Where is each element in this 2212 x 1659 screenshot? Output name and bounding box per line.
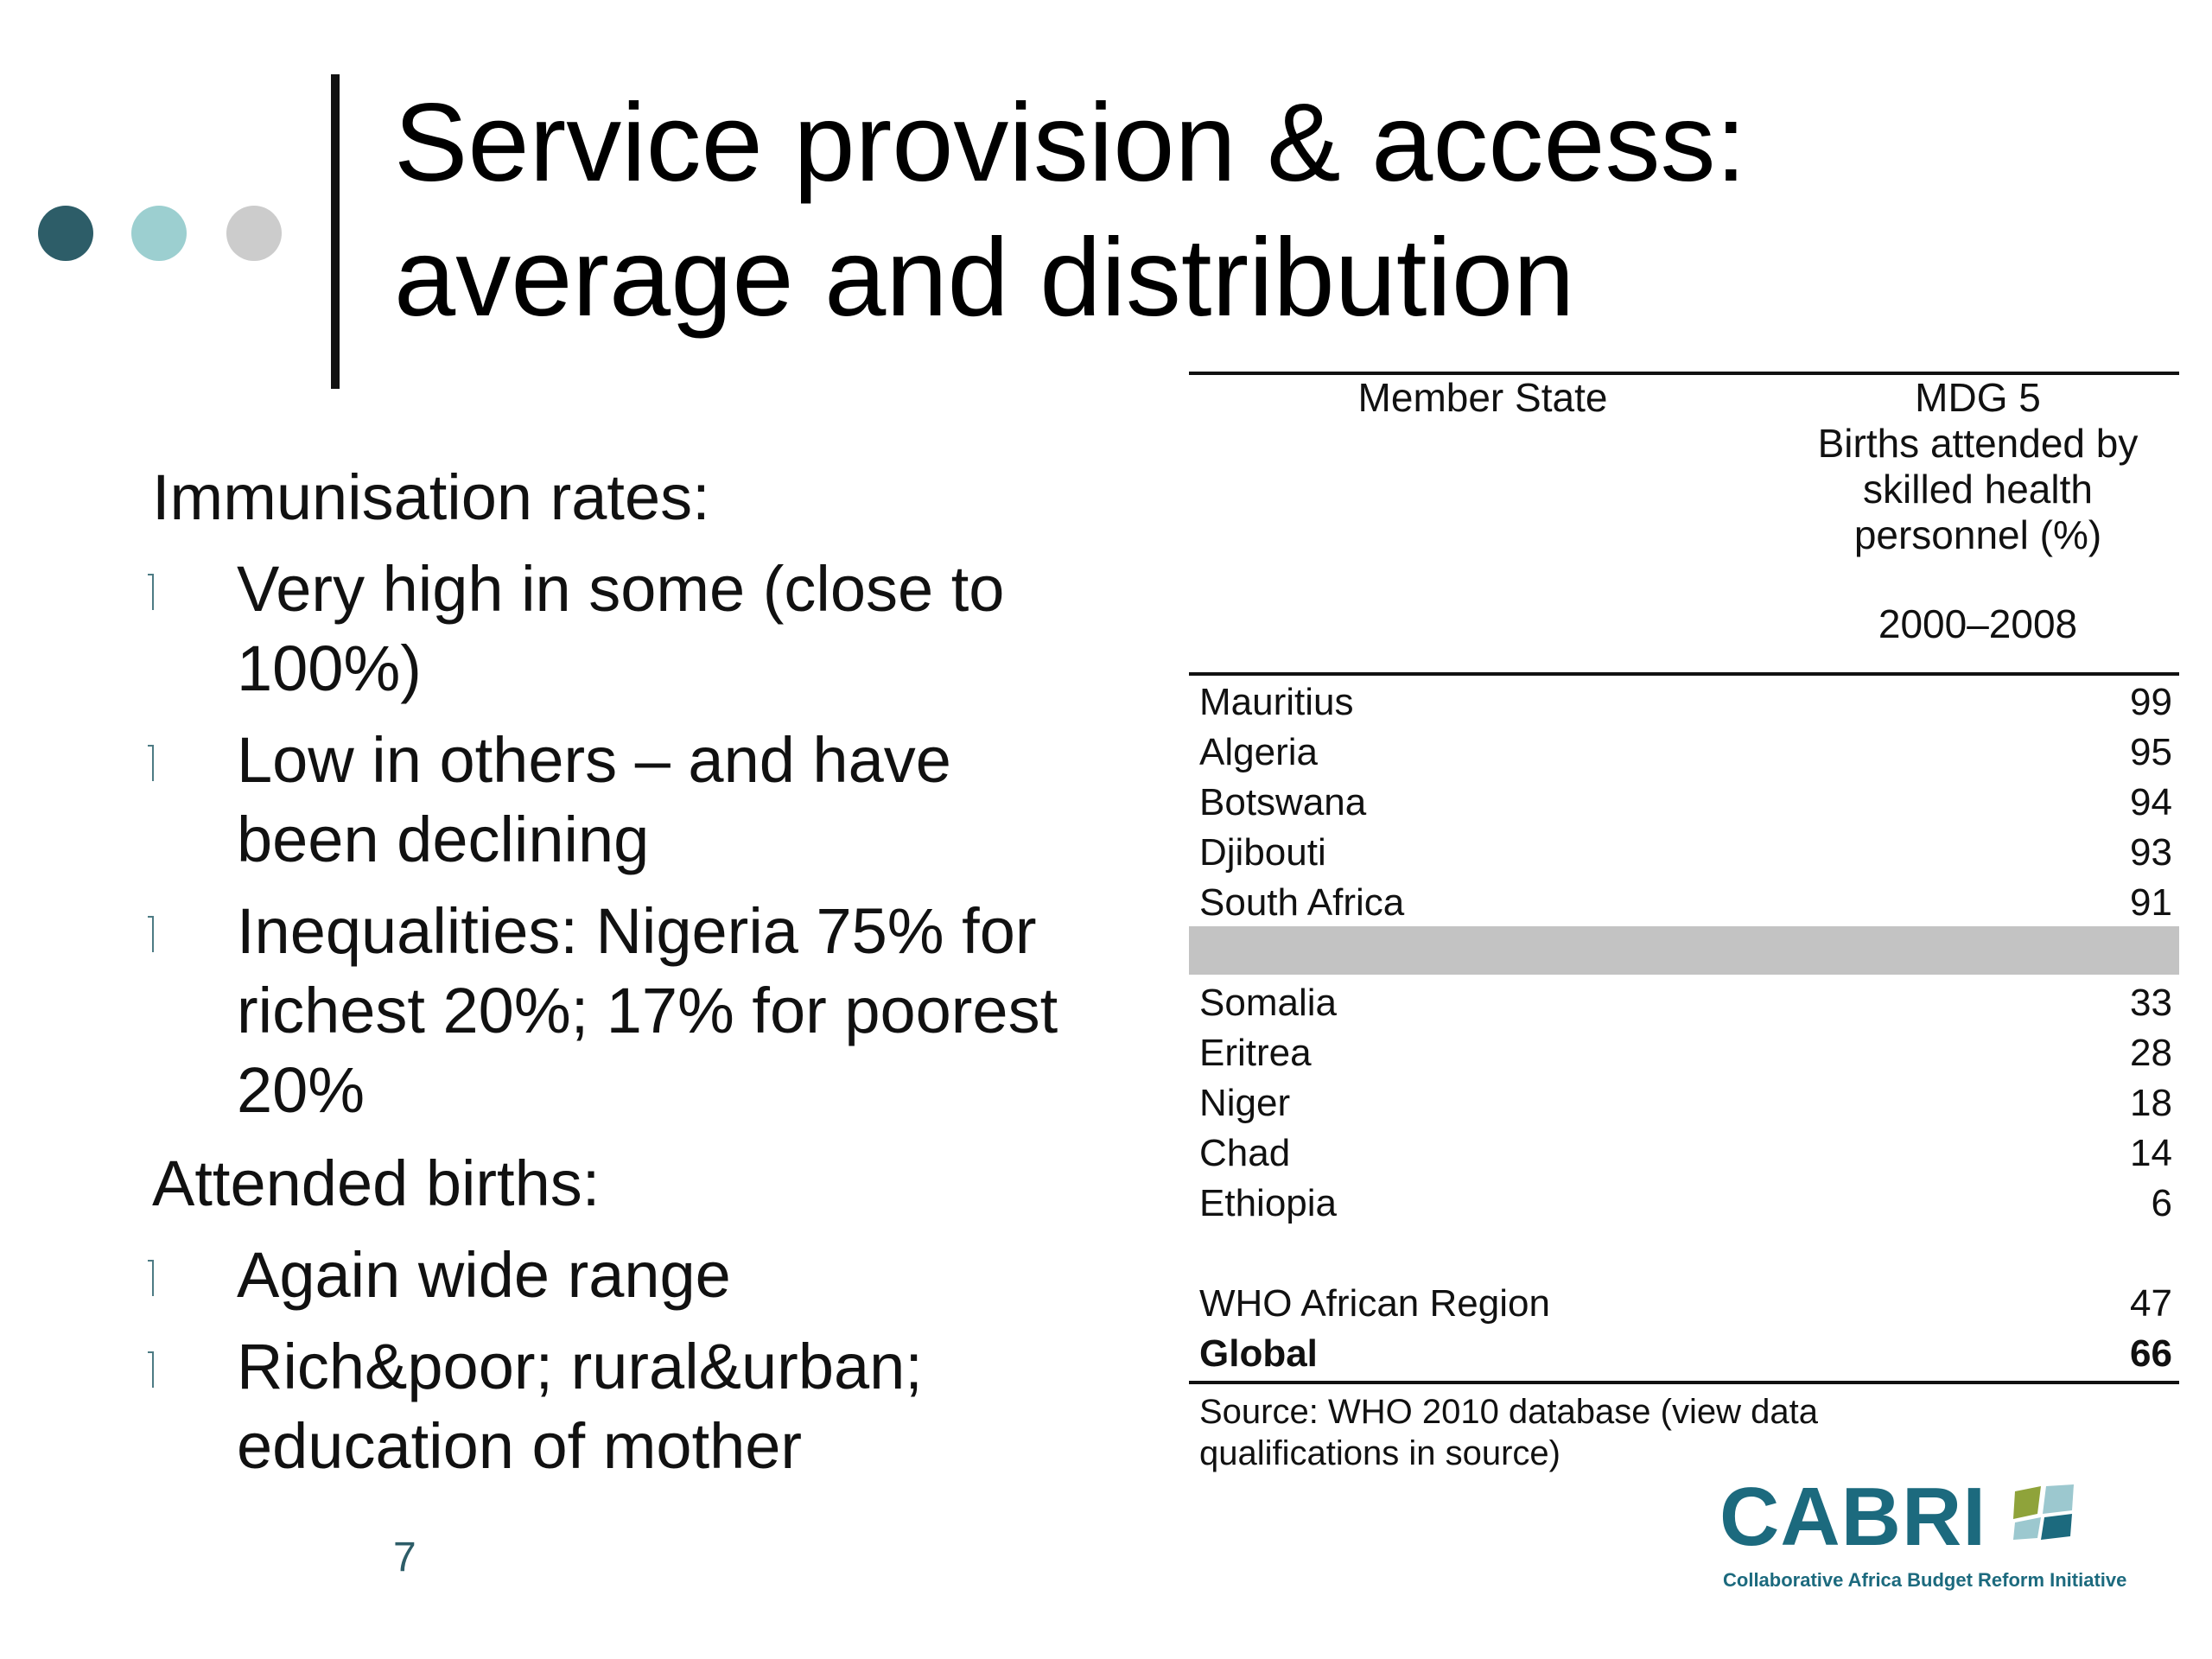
table-separator-band <box>1189 926 2179 975</box>
bullet-text: Rich&poor; rural&urban; education of mother <box>237 1331 923 1482</box>
country-name: Mauritius <box>1199 681 1354 723</box>
country-value: 94 <box>2130 781 2172 823</box>
country-value: 91 <box>2130 881 2172 924</box>
heading-attended-births: Attended births: <box>152 1147 601 1219</box>
heading-immunisation: Immunisation rates: <box>152 461 710 533</box>
bullet-text: Inequalities: Nigeria 75% for richest 20%; 17% for poorest 20% <box>237 895 1058 1126</box>
logo-wordmark: CABRI <box>1719 1471 1986 1563</box>
country-name: Algeria <box>1199 731 1318 773</box>
column-header-mdg5 <box>1777 375 2179 647</box>
decor-dot-grey <box>226 206 282 261</box>
global-name: Global <box>1199 1332 1318 1375</box>
bullet-marker-icon <box>152 916 154 952</box>
table-row <box>1199 1078 2179 1128</box>
header-line: personnel (%) <box>1853 512 2102 557</box>
table-row <box>1199 828 2179 878</box>
country-name: Somalia <box>1199 982 1337 1024</box>
country-value: 14 <box>2130 1132 2172 1174</box>
slide-title-line1: Service provision & access: <box>394 81 1747 205</box>
logo-mark-icon <box>2012 1484 2075 1540</box>
table-row <box>1199 728 2179 778</box>
title-divider <box>331 74 340 389</box>
header-line: skilled health <box>1863 467 2093 512</box>
region-name: WHO African Region <box>1199 1282 1550 1325</box>
bullet-text: Very high in some (close to 100%) <box>237 553 1005 704</box>
page-number: 7 <box>393 1535 416 1580</box>
country-name: Botswana <box>1199 781 1367 823</box>
country-name: Eritrea <box>1199 1032 1312 1074</box>
table-row <box>1199 1179 2179 1229</box>
source-line: qualifications in source) <box>1199 1434 1560 1472</box>
table-header-rule <box>1189 672 2179 676</box>
bullet-text: Again wide range <box>237 1239 731 1311</box>
bullet-marker-icon <box>152 1260 154 1296</box>
header-years: 2000–2008 <box>1878 601 2078 646</box>
slide-title <box>394 76 2036 346</box>
table-row-global <box>1199 1329 2179 1379</box>
country-value: 18 <box>2130 1082 2172 1124</box>
country-value: 28 <box>2130 1032 2172 1074</box>
country-value: 33 <box>2130 982 2172 1024</box>
table-row <box>1199 1128 2179 1179</box>
country-value: 99 <box>2130 681 2172 723</box>
bullet-text: Low in others – and have been declining <box>237 724 951 875</box>
country-name: Chad <box>1199 1132 1291 1174</box>
table-row <box>1199 677 2179 728</box>
column-header-member-state: Member State <box>1357 375 1608 420</box>
bullet-marker-icon <box>152 745 154 781</box>
country-name: Djibouti <box>1199 831 1326 874</box>
decor-dot-light <box>131 206 187 261</box>
table-source-note <box>1199 1391 2063 1474</box>
region-value: 47 <box>2130 1282 2172 1325</box>
bullet-item <box>152 550 1068 709</box>
bullet-marker-icon <box>152 1351 154 1388</box>
table-row <box>1199 1028 2179 1078</box>
source-line: Source: WHO 2010 database (view data <box>1199 1393 1818 1431</box>
bullet-item <box>152 721 1068 880</box>
country-name: Ethiopia <box>1199 1182 1338 1224</box>
bullet-item <box>152 1236 1068 1315</box>
decor-dot-dark <box>38 206 93 261</box>
bullet-item <box>152 892 1068 1130</box>
country-value: 95 <box>2130 731 2172 773</box>
country-value: 93 <box>2130 831 2172 874</box>
country-name: Niger <box>1199 1082 1291 1124</box>
table-row <box>1199 878 2179 928</box>
table-row-region <box>1199 1279 2179 1329</box>
country-value: 6 <box>2151 1182 2172 1224</box>
table-row <box>1199 978 2179 1028</box>
slide-body <box>152 458 1068 1486</box>
header-line: MDG 5 <box>1915 375 2041 420</box>
table-bottom-rule <box>1189 1381 2179 1384</box>
bullet-item <box>152 1327 1068 1486</box>
slide-title-line2: average and distribution <box>394 216 1575 340</box>
cabri-logo <box>1719 1471 2127 1592</box>
global-value: 66 <box>2130 1332 2172 1375</box>
logo-subtitle: Collaborative Africa Budget Reform Initiative <box>1723 1569 2127 1591</box>
country-name: South Africa <box>1199 881 1405 924</box>
table-row <box>1199 778 2179 828</box>
header-line: Births attended by <box>1817 421 2139 466</box>
bullet-marker-icon <box>152 574 154 610</box>
